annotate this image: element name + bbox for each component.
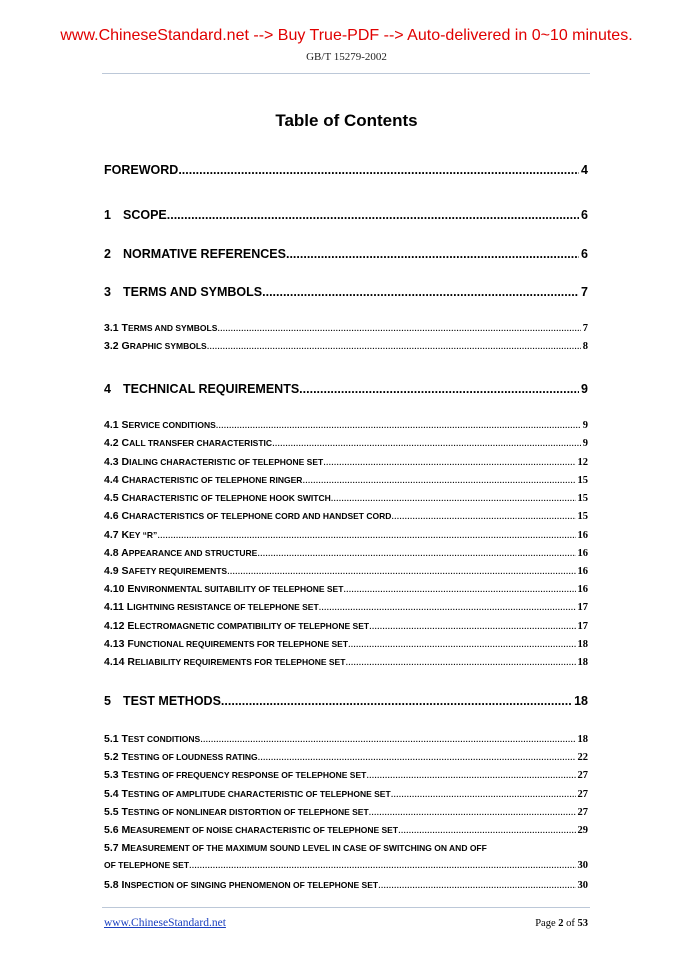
toc-leader bbox=[178, 163, 579, 177]
toc-entry[interactable] bbox=[104, 492, 588, 504]
toc-text: ESTING OF NONLINEAR DISTORTION OF TELEPHONE SET bbox=[127, 807, 369, 817]
toc-label bbox=[104, 492, 331, 504]
toc-number: 4.8 bbox=[104, 547, 119, 559]
toc-label bbox=[104, 788, 391, 800]
toc-label bbox=[104, 474, 302, 486]
total-pages: 53 bbox=[577, 918, 588, 929]
toc-page: 22 bbox=[577, 752, 588, 763]
toc-leader bbox=[345, 657, 575, 668]
current-page: 2 bbox=[558, 918, 564, 929]
toc-number: 4.14 bbox=[104, 656, 125, 668]
toc-leader bbox=[369, 621, 575, 632]
toc-label bbox=[104, 620, 369, 632]
toc-page: 9 bbox=[582, 420, 588, 431]
toc-number: 4.3 bbox=[104, 456, 119, 468]
toc-leader bbox=[323, 457, 575, 468]
toc-page: 9 bbox=[582, 438, 588, 449]
toc-leader bbox=[319, 602, 576, 613]
toc-text: ERVICE CONDITIONS bbox=[128, 420, 216, 430]
toc-number: 5.4 bbox=[104, 788, 119, 800]
toc-entry[interactable] bbox=[104, 806, 588, 818]
toc-leader bbox=[398, 825, 575, 836]
toc-leader bbox=[369, 807, 576, 818]
toc-initial: T bbox=[121, 769, 128, 781]
toc-text: EY “R” bbox=[129, 530, 158, 540]
toc-initial: F bbox=[127, 638, 134, 650]
toc-number: 5.6 bbox=[104, 824, 119, 836]
toc-leader bbox=[331, 493, 576, 504]
of-word: of bbox=[566, 918, 575, 929]
toc-initial: T bbox=[121, 322, 128, 334]
toc-entry[interactable] bbox=[104, 382, 588, 396]
toc-page: 16 bbox=[577, 584, 588, 595]
toc-entry[interactable] bbox=[104, 419, 588, 431]
toc-entry[interactable] bbox=[104, 788, 588, 800]
toc-number: 5 bbox=[104, 694, 111, 708]
promo-banner[interactable]: www.ChineseStandard.net --> Buy True-PDF --> Auto-delivered in 0~10 minutes. bbox=[60, 27, 633, 44]
toc-entry[interactable] bbox=[104, 163, 588, 177]
toc-page: 30 bbox=[577, 880, 588, 891]
toc-label bbox=[104, 547, 257, 559]
toc-page: 18 bbox=[577, 734, 588, 745]
toc-page: 29 bbox=[577, 825, 588, 836]
page-word: Page bbox=[535, 918, 556, 929]
toc-label: NORMATIVE REFERENCES bbox=[123, 247, 286, 261]
toc-initial: S bbox=[121, 419, 129, 431]
toc-entry[interactable] bbox=[104, 340, 588, 352]
toc-text: ERMS AND SYMBOLS bbox=[127, 323, 218, 333]
toc-page: 16 bbox=[577, 566, 588, 577]
toc-label bbox=[104, 733, 200, 745]
toc-page: 6 bbox=[581, 247, 588, 261]
toc-initial: L bbox=[126, 601, 134, 613]
toc-leader bbox=[157, 530, 575, 541]
toc-label: FOREWORD bbox=[104, 163, 179, 177]
toc-number: 3.2 bbox=[104, 340, 119, 352]
footer-divider bbox=[102, 907, 590, 908]
toc-number: 2 bbox=[104, 247, 111, 261]
toc-text: EST CONDITIONS bbox=[127, 734, 201, 744]
toc-page: 15 bbox=[577, 511, 588, 522]
toc-initial: C bbox=[121, 437, 130, 449]
toc-initial: C bbox=[121, 492, 130, 504]
toc-number: 4.13 bbox=[104, 638, 125, 650]
toc-page: 9 bbox=[581, 382, 588, 396]
toc-initial: R bbox=[127, 656, 135, 668]
toc-leader bbox=[391, 511, 575, 522]
toc-initial: M bbox=[121, 842, 131, 854]
toc-leader bbox=[257, 548, 575, 559]
toc-entry[interactable] bbox=[104, 456, 588, 468]
toc-text: EASUREMENT OF THE MAXIMUM SOUND LEVEL IN CASE OF SWITCHING ON AND OFF bbox=[130, 843, 487, 853]
toc-page: 27 bbox=[577, 807, 588, 818]
toc-leader bbox=[217, 323, 580, 334]
toc-label bbox=[104, 456, 323, 468]
toc-initial: E bbox=[127, 620, 135, 632]
toc-page: 6 bbox=[581, 208, 588, 222]
toc-label bbox=[104, 419, 216, 431]
toc-label: TECHNICAL REQUIREMENTS bbox=[123, 382, 300, 396]
toc-entry[interactable] bbox=[104, 879, 588, 891]
toc-leader bbox=[343, 584, 575, 595]
toc-entry[interactable] bbox=[104, 322, 588, 334]
toc-page: 4 bbox=[581, 163, 588, 177]
toc-entry[interactable] bbox=[104, 620, 588, 632]
toc-entry[interactable] bbox=[104, 437, 588, 449]
toc-number: 1 bbox=[104, 208, 111, 222]
toc-entry[interactable] bbox=[104, 247, 588, 261]
toc-number: 5.8 bbox=[104, 879, 119, 891]
toc-number: 5.3 bbox=[104, 769, 119, 781]
toc-leader bbox=[348, 639, 575, 650]
toc-label bbox=[104, 751, 258, 763]
toc-leader bbox=[391, 789, 576, 800]
toc-leader bbox=[207, 341, 581, 352]
toc-text: IALING CHARACTERISTIC OF TELEPHONE SET bbox=[129, 457, 324, 467]
toc-initial: A bbox=[121, 547, 129, 559]
toc-initial: T bbox=[121, 733, 128, 745]
toc-text: ELIABILITY REQUIREMENTS FOR TELEPHONE SET bbox=[134, 657, 346, 667]
toc-number: 4.2 bbox=[104, 437, 119, 449]
toc-label bbox=[104, 769, 366, 781]
toc-number: 4.4 bbox=[104, 474, 119, 486]
toc-initial: E bbox=[127, 583, 135, 595]
toc-page: 15 bbox=[577, 475, 588, 486]
toc-initial: D bbox=[121, 456, 130, 468]
toc-label: SCOPE bbox=[123, 208, 167, 222]
toc-leader bbox=[227, 566, 575, 577]
toc-number: 4 bbox=[104, 382, 111, 396]
toc-label bbox=[104, 437, 272, 449]
toc-initial: M bbox=[121, 824, 131, 836]
toc-page: 18 bbox=[577, 639, 588, 650]
toc-text: EASUREMENT OF NOISE CHARACTERISTIC OF TELEPHONE SET bbox=[130, 825, 399, 835]
toc-number: 4.6 bbox=[104, 510, 119, 522]
toc-number: 4.5 bbox=[104, 492, 119, 504]
toc-label: TEST METHODS bbox=[123, 694, 221, 708]
toc-page: 12 bbox=[577, 457, 588, 468]
toc-initial: I bbox=[121, 879, 125, 891]
toc-leader bbox=[299, 382, 579, 396]
toc-text: ESTING OF FREQUENCY RESPONSE OF TELEPHONE SET bbox=[127, 770, 367, 780]
toc-text: NSPECTION OF SINGING PHENOMENON OF TELEPHONE SET bbox=[124, 880, 379, 890]
toc-page: 7 bbox=[582, 323, 588, 334]
toc-leader bbox=[366, 770, 575, 781]
toc-label bbox=[104, 322, 217, 334]
page-number bbox=[535, 918, 588, 929]
standard-number: GB/T 15279-2002 bbox=[306, 51, 387, 63]
toc-entry[interactable] bbox=[104, 583, 588, 595]
toc-number: 4.11 bbox=[104, 601, 124, 613]
toc-number: 5.7 bbox=[104, 842, 119, 854]
toc-initial: G bbox=[121, 340, 130, 352]
toc-label bbox=[104, 638, 348, 650]
toc-entry[interactable] bbox=[104, 547, 588, 559]
toc-text: ESTING OF AMPLITUDE CHARACTERISTIC OF TELEPHONE SET bbox=[127, 789, 391, 799]
toc-entry[interactable] bbox=[104, 638, 588, 650]
toc-label bbox=[104, 565, 227, 577]
toc-leader bbox=[216, 420, 581, 431]
toc-entry[interactable] bbox=[104, 208, 588, 222]
toc-initial: T bbox=[121, 806, 128, 818]
toc-leader bbox=[262, 285, 579, 299]
toc-page: 15 bbox=[577, 493, 588, 504]
toc-label bbox=[104, 842, 487, 854]
toc-number: 4.10 bbox=[104, 583, 125, 595]
toc-initial: S bbox=[121, 565, 129, 577]
toc-label bbox=[104, 656, 345, 668]
toc-entry[interactable] bbox=[104, 842, 588, 854]
toc-entry[interactable] bbox=[104, 656, 588, 668]
toc-label bbox=[104, 806, 369, 818]
toc-page: 17 bbox=[577, 602, 588, 613]
toc-number: 4.12 bbox=[104, 620, 125, 632]
toc-label: TERMS AND SYMBOLS bbox=[123, 285, 263, 299]
footer-website-link[interactable]: www.ChineseStandard.net bbox=[104, 917, 226, 929]
toc-page: 30 bbox=[577, 860, 588, 871]
toc-text: ALL TRANSFER CHARACTERISTIC bbox=[129, 438, 273, 448]
toc-text: RAPHIC SYMBOLS bbox=[129, 341, 207, 351]
toc-entry[interactable] bbox=[104, 285, 588, 299]
toc-leader bbox=[167, 208, 579, 222]
toc-text: PPEARANCE AND STRUCTURE bbox=[128, 548, 258, 558]
header-divider bbox=[102, 73, 590, 74]
toc-text: HARACTERISTIC OF TELEPHONE RINGER bbox=[129, 475, 303, 485]
toc-leader bbox=[200, 734, 575, 745]
toc-page: 18 bbox=[577, 657, 588, 668]
toc-page: 17 bbox=[577, 621, 588, 632]
toc-leader bbox=[258, 752, 576, 763]
toc-initial: K bbox=[121, 529, 130, 541]
toc-initial: C bbox=[121, 474, 130, 486]
toc-entry[interactable] bbox=[104, 510, 588, 522]
toc-number: 5.1 bbox=[104, 733, 119, 745]
toc-leader bbox=[378, 880, 575, 891]
toc-number: 3.1 bbox=[104, 322, 119, 334]
toc-initial: C bbox=[121, 510, 130, 522]
toc-leader bbox=[221, 694, 572, 708]
toc-text: NVIRONMENTAL SUITABILITY OF TELEPHONE SET bbox=[134, 584, 344, 594]
toc-entry[interactable] bbox=[104, 601, 588, 613]
toc-entry[interactable] bbox=[104, 565, 588, 577]
toc-entry[interactable] bbox=[104, 733, 588, 745]
toc-number: 5.5 bbox=[104, 806, 119, 818]
toc-number: 3 bbox=[104, 285, 111, 299]
toc-entry[interactable] bbox=[104, 474, 588, 486]
toc-leader bbox=[189, 860, 575, 871]
toc-page: 27 bbox=[577, 789, 588, 800]
toc-text: ESTING OF LOUDNESS RATING bbox=[127, 752, 258, 762]
toc-number: 4.7 bbox=[104, 529, 119, 541]
toc-entry[interactable] bbox=[104, 694, 588, 708]
toc-text: UNCTIONAL REQUIREMENTS FOR TELEPHONE SET bbox=[133, 639, 349, 649]
toc-text: AFETY REQUIREMENTS bbox=[128, 566, 228, 576]
toc-entry[interactable] bbox=[104, 769, 588, 781]
toc-initial: T bbox=[121, 788, 128, 800]
toc-page: 18 bbox=[574, 694, 588, 708]
toc-label bbox=[104, 583, 343, 595]
toc-text: HARACTERISTICS OF TELEPHONE CORD AND HANDSET CORD bbox=[129, 511, 392, 521]
toc-page: 8 bbox=[582, 341, 588, 352]
toc-label bbox=[104, 510, 391, 522]
toc-text: IGHTNING RESISTANCE OF TELEPHONE SET bbox=[133, 602, 319, 612]
toc-label bbox=[104, 340, 207, 352]
toc-page: 7 bbox=[581, 285, 588, 299]
toc-page: 16 bbox=[577, 548, 588, 559]
toc-entry[interactable] bbox=[104, 751, 588, 763]
toc-leader bbox=[302, 475, 575, 486]
toc-text: LECTROMAGNETIC COMPATIBILITY OF TELEPHONE SET bbox=[134, 621, 370, 631]
toc-page: 27 bbox=[577, 770, 588, 781]
toc-number: 5.2 bbox=[104, 751, 119, 763]
toc-initial: T bbox=[121, 751, 128, 763]
toc-leader bbox=[272, 438, 581, 449]
toc-number: 4.1 bbox=[104, 419, 119, 431]
toc-entry-continued[interactable] bbox=[104, 860, 588, 871]
toc-page: 16 bbox=[577, 530, 588, 541]
toc-label bbox=[104, 824, 398, 836]
toc-label bbox=[104, 601, 319, 613]
page-title: Table of Contents bbox=[275, 111, 418, 130]
toc-text: OF TELEPHONE SET bbox=[104, 860, 190, 870]
toc-entry[interactable] bbox=[104, 824, 588, 836]
toc-label bbox=[104, 529, 157, 541]
toc-number: 4.9 bbox=[104, 565, 119, 577]
toc-leader bbox=[286, 247, 579, 261]
toc-entry[interactable] bbox=[104, 529, 588, 541]
toc-label bbox=[104, 879, 378, 891]
toc-text: HARACTERISTIC OF TELEPHONE HOOK SWITCH bbox=[129, 493, 331, 503]
